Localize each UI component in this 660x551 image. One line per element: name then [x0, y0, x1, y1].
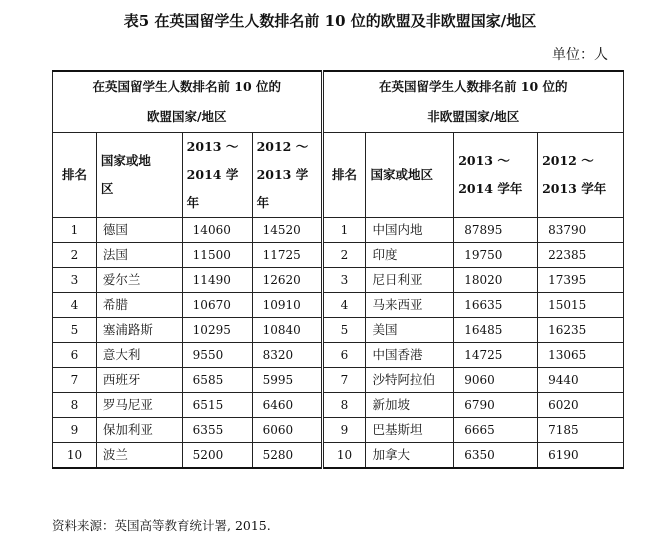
eu-2013-2014-value: 10295: [182, 318, 252, 343]
rank-eu: 1: [53, 218, 97, 243]
non-eu-2013-2014-value: 16485: [454, 318, 538, 343]
non-eu-2012-2013-value: 7185: [538, 418, 624, 443]
rank-eu: 10: [53, 443, 97, 469]
non-eu-2012-2013-value: 16235: [538, 318, 624, 343]
rank-eu: 6: [53, 343, 97, 368]
eu-2012-2013-value: 6060: [252, 418, 322, 443]
non-eu-2012-2013-value: 9440: [538, 368, 624, 393]
table-row: [53, 368, 624, 393]
rank-eu: 4: [53, 293, 97, 318]
col-country-non-eu: 国家或地区: [366, 133, 454, 218]
eu-country: 罗马尼亚: [96, 393, 182, 418]
col-year1-eu-line1: 2013 ～: [186, 139, 239, 154]
rank-non-eu: 4: [322, 293, 366, 318]
col-2013-2014-non-eu: [454, 133, 538, 218]
eu-2013-2014-value: 11490: [182, 268, 252, 293]
table-row: [53, 343, 624, 368]
non-eu-2012-2013-value: 13065: [538, 343, 624, 368]
non-eu-2013-2014-value: 6350: [454, 443, 538, 469]
table-row: [53, 418, 624, 443]
eu-2013-2014-value: 6355: [182, 418, 252, 443]
rank-eu: 3: [53, 268, 97, 293]
eu-2013-2014-value: 14060: [182, 218, 252, 243]
col-2012-2013-non-eu: [538, 133, 624, 218]
eu-2012-2013-value: 6460: [252, 393, 322, 418]
eu-2013-2014-value: 5200: [182, 443, 252, 469]
rank-non-eu: 8: [322, 393, 366, 418]
non-eu-country: 马来西亚: [366, 293, 454, 318]
eu-country: 法国: [96, 243, 182, 268]
rank-non-eu: 7: [322, 368, 366, 393]
col-year2-non-eu-line1: 2012 ～: [542, 153, 594, 168]
non-eu-2012-2013-value: 83790: [538, 218, 624, 243]
rank-non-eu: 6: [322, 343, 366, 368]
rank-non-eu: 3: [322, 268, 366, 293]
non-eu-2013-2014-value: 6665: [454, 418, 538, 443]
rank-non-eu: 1: [322, 218, 366, 243]
rank-eu: 7: [53, 368, 97, 393]
table-title: 表5 在英国留学生人数排名前 10 位的欧盟及非欧盟国家/地区: [123, 12, 537, 30]
non-eu-2013-2014-value: 14725: [454, 343, 538, 368]
col-country-eu-line2: 区: [100, 181, 114, 196]
unit-label: 单位：人: [552, 47, 608, 63]
non-eu-group-header: [322, 71, 623, 133]
table-row: [53, 243, 624, 268]
col-rank-eu: 排名: [53, 133, 97, 218]
non-eu-country: 沙特阿拉伯: [366, 368, 454, 393]
non-eu-2013-2014-value: 16635: [454, 293, 538, 318]
eu-country: 塞浦路斯: [96, 318, 182, 343]
col-year2-non-eu-line2: 2013 学年: [542, 181, 607, 196]
student-ranking-table: [52, 70, 624, 469]
eu-country: 保加利亚: [96, 418, 182, 443]
rank-non-eu: 9: [322, 418, 366, 443]
col-year1-eu-line2: 2014 学年: [186, 167, 239, 210]
eu-country: 希腊: [96, 293, 182, 318]
non-eu-2013-2014-value: 6790: [454, 393, 538, 418]
eu-2012-2013-value: 10910: [252, 293, 322, 318]
eu-country: 德国: [96, 218, 182, 243]
eu-2012-2013-value: 12620: [252, 268, 322, 293]
eu-2013-2014-value: 11500: [182, 243, 252, 268]
eu-2013-2014-value: 10670: [182, 293, 252, 318]
col-rank-non-eu: 排名: [322, 133, 366, 218]
non-eu-country: 印度: [366, 243, 454, 268]
col-2012-2013-eu: [252, 133, 322, 218]
non-eu-country: 美国: [366, 318, 454, 343]
eu-2012-2013-value: 8320: [252, 343, 322, 368]
non-eu-2012-2013-value: 22385: [538, 243, 624, 268]
rank-non-eu: 2: [322, 243, 366, 268]
non-eu-2012-2013-value: 6020: [538, 393, 624, 418]
non-eu-2013-2014-value: 87895: [454, 218, 538, 243]
table-row: [53, 318, 624, 343]
eu-2012-2013-value: 14520: [252, 218, 322, 243]
table-row: [53, 293, 624, 318]
eu-2013-2014-value: 9550: [182, 343, 252, 368]
eu-2012-2013-value: 5280: [252, 443, 322, 469]
eu-country: 西班牙: [96, 368, 182, 393]
eu-group-header: [53, 71, 323, 133]
source-note: 资料来源：英国高等教育统计署, 2015.: [52, 518, 271, 533]
table-row: [53, 268, 624, 293]
eu-country: 爱尔兰: [96, 268, 182, 293]
col-country-eu-line1: 国家或地: [100, 153, 151, 168]
table-row: [53, 218, 624, 243]
eu-country: 意大利: [96, 343, 182, 368]
rank-eu: 8: [53, 393, 97, 418]
non-eu-2012-2013-value: 15015: [538, 293, 624, 318]
eu-2013-2014-value: 6585: [182, 368, 252, 393]
non-eu-group-line2: 非欧盟国家/地区: [427, 109, 520, 124]
non-eu-country: 巴基斯坦: [366, 418, 454, 443]
eu-2012-2013-value: 11725: [252, 243, 322, 268]
eu-2013-2014-value: 6515: [182, 393, 252, 418]
table-row: [53, 443, 624, 469]
non-eu-2013-2014-value: 18020: [454, 268, 538, 293]
non-eu-2013-2014-value: 19750: [454, 243, 538, 268]
group-header-row: [53, 71, 624, 133]
table-row: [53, 393, 624, 418]
rank-eu: 9: [53, 418, 97, 443]
eu-group-line1: 在英国留学生人数排名前 10 位的: [92, 79, 282, 94]
rank-eu: 2: [53, 243, 97, 268]
col-year2-eu-line1: 2012 ～: [256, 139, 309, 154]
non-eu-group-line1: 在英国留学生人数排名前 10 位的: [378, 79, 568, 94]
non-eu-country: 新加坡: [366, 393, 454, 418]
eu-2012-2013-value: 5995: [252, 368, 322, 393]
non-eu-country: 加拿大: [366, 443, 454, 469]
column-header-row: [53, 133, 624, 218]
col-2013-2014-eu: [182, 133, 252, 218]
eu-2012-2013-value: 10840: [252, 318, 322, 343]
non-eu-country: 中国内地: [366, 218, 454, 243]
non-eu-country: 尼日利亚: [366, 268, 454, 293]
col-year1-non-eu-line1: 2013 ～: [458, 153, 510, 168]
eu-country: 波兰: [96, 443, 182, 469]
non-eu-2012-2013-value: 6190: [538, 443, 624, 469]
rank-non-eu: 5: [322, 318, 366, 343]
rank-eu: 5: [53, 318, 97, 343]
col-year1-non-eu-line2: 2014 学年: [458, 181, 523, 196]
non-eu-2012-2013-value: 17395: [538, 268, 624, 293]
non-eu-country: 中国香港: [366, 343, 454, 368]
rank-non-eu: 10: [322, 443, 366, 469]
col-country-eu: [96, 133, 182, 218]
col-year2-eu-line2: 2013 学年: [256, 167, 309, 210]
eu-group-line2: 欧盟国家/地区: [146, 109, 227, 124]
non-eu-2013-2014-value: 9060: [454, 368, 538, 393]
